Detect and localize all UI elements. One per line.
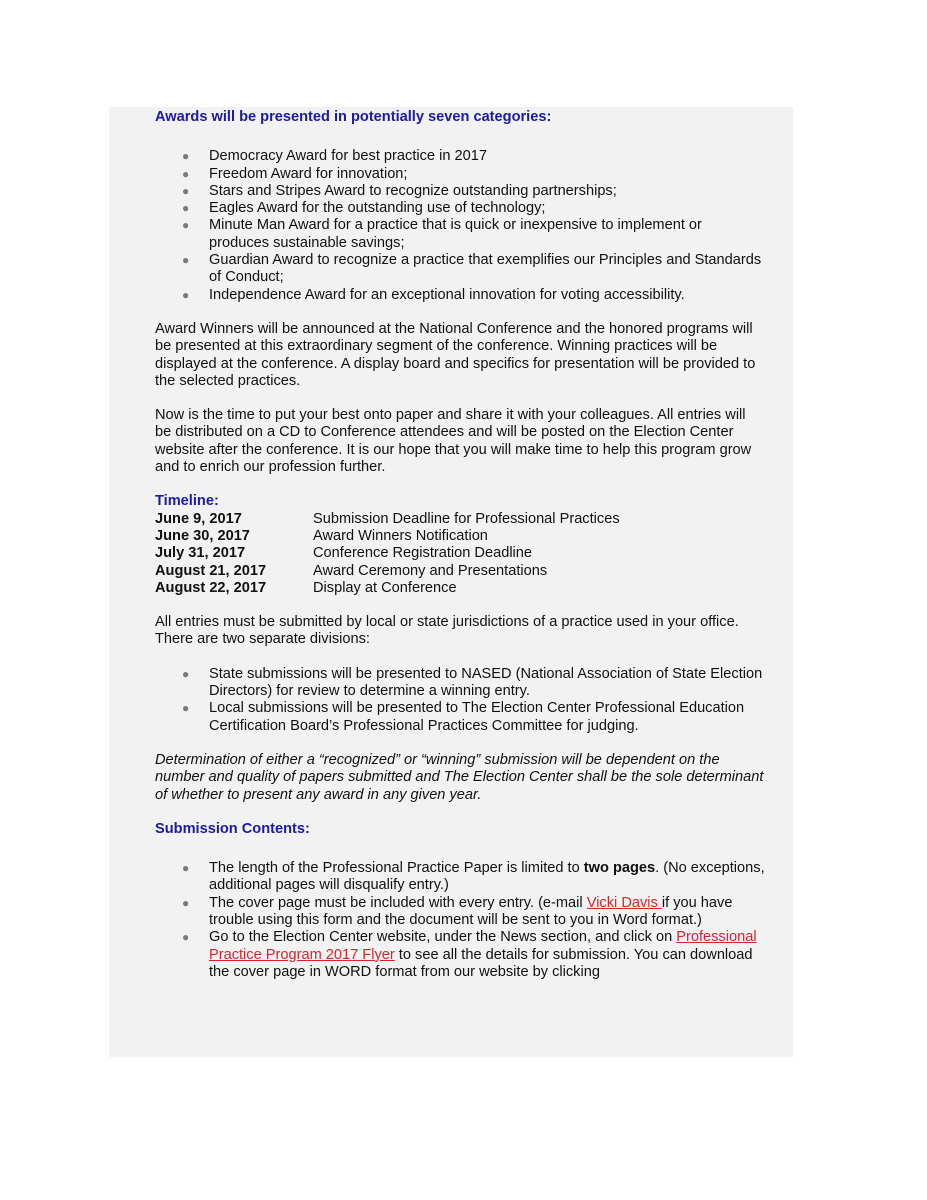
- two-pages-emphasis: two pages: [583, 860, 656, 877]
- bullet-icon: ●: [182, 253, 190, 268]
- divisions-list: [155, 666, 765, 735]
- timeline-date: August 22, 2017: [155, 579, 267, 596]
- timeline-date: July 31, 2017: [155, 545, 246, 562]
- timeline-event: Award Ceremony and Presentations: [313, 562, 548, 579]
- submission-list: [155, 860, 765, 981]
- bullet-icon: ●: [182, 218, 190, 233]
- bullet-icon: ●: [182, 701, 190, 716]
- bullet-icon: ●: [182, 287, 190, 302]
- winners-paragraph: Award Winners will be announced at the National Conference and the honored programs will be presented at this extraordinary segment of the conference. Winning practices will be displayed at the conference. A display board and specifics for presentation will be provided to the selected practices.: [155, 320, 756, 389]
- awards-heading: Awards will be presented in potentially seven categories:: [155, 109, 552, 125]
- bullet-icon: ●: [182, 930, 190, 945]
- timeline-event: Award Winners Notification: [313, 527, 488, 544]
- bullet-icon: ●: [182, 666, 190, 681]
- timeline-event: Display at Conference: [313, 579, 457, 596]
- bullet-icon: ●: [182, 895, 190, 910]
- list-item: ● Local submissions will be presented to The Election Center Professional Education Certification Board’s Professional Practices Committee for judging.: [182, 700, 745, 734]
- flyer-link[interactable]: Professional Practice Program 2017 Flyer: [209, 929, 757, 963]
- list-item: ● Independence Award for an exceptional innovation for voting accessibility.: [182, 286, 685, 303]
- list-item: ● State submissions will be presented to NASED (National Association of State Election Directors) for review to determine a winning entry.: [182, 665, 763, 700]
- document-content: [155, 109, 765, 981]
- submission-heading: Submission Contents:: [155, 820, 310, 837]
- timeline-event: Conference Registration Deadline: [313, 545, 533, 562]
- entries-paragraph: All entries must be submitted by local or state jurisdictions of a practice used in your office. There are two separate divisions:: [155, 614, 739, 648]
- list-item: ● Minute Man Award for a practice that is quick or inexpensive to implement or produces sustainable savings;: [182, 217, 702, 251]
- vicki-davis-email-link[interactable]: Vicki Davis: [586, 894, 662, 911]
- bullet-icon: ●: [182, 149, 190, 164]
- list-item: ● Freedom Award for innovation;: [182, 165, 408, 182]
- timeline-date: June 30, 2017: [155, 527, 250, 544]
- list-item: ● Eagles Award for the outstanding use of technology;: [182, 200, 546, 217]
- bullet-icon: ●: [182, 861, 190, 876]
- timeline-row: [155, 528, 765, 545]
- list-item: ● Democracy Award for best practice in 2017: [182, 148, 487, 165]
- timeline-date: August 21, 2017: [155, 562, 267, 579]
- bullet-icon: ●: [182, 183, 190, 198]
- timeline-row: [155, 511, 765, 528]
- timeline-heading: Timeline:: [155, 493, 219, 510]
- determination-paragraph: Determination of either a “recognized” or “winning” submission will be dependent on the number and quality of papers submitted and The Election Center shall be the sole determinant of whether to present any award in any given year.: [155, 751, 764, 803]
- timeline-row: [155, 563, 765, 580]
- timeline-row: [155, 580, 765, 597]
- list-item: ● The length of the Professional Practice Paper is limited to two pages. (No exceptions, additional pages will disqualify entry.): [182, 860, 765, 894]
- bullet-icon: ●: [182, 166, 190, 181]
- list-item: ● Go to the Election Center website, under the News section, and click on Professional Practice Program 2017 Flyer to see all the details for submission. You can download the cover page in WORD format from our website by clicking: [182, 929, 757, 980]
- list-item: ● Stars and Stripes Award to recognize outstanding partnerships;: [182, 182, 617, 199]
- timeline-table: [155, 511, 765, 597]
- bullet-icon: ●: [182, 201, 190, 216]
- list-item: ● Guardian Award to recognize a practice that exemplifies our Principles and Standards of Conduct;: [182, 252, 762, 286]
- timeline-date: June 9, 2017: [155, 510, 242, 527]
- awards-list: [155, 148, 765, 304]
- now-paragraph: Now is the time to put your best onto paper and share it with your colleagues. All entries will be distributed on a CD to Conference attendees and will be posted on the Election Center website after the conference. It is our hope that you will make time to help this program grow and to enrich our profession further.: [155, 407, 752, 476]
- timeline-event: Submission Deadline for Professional Practices: [313, 510, 620, 527]
- timeline-row: [155, 545, 765, 562]
- list-item: ● The cover page must be included with every entry. (e-mail Vicki Davis if you have trouble using this form and the document will be sent to you in Word format.): [182, 894, 733, 928]
